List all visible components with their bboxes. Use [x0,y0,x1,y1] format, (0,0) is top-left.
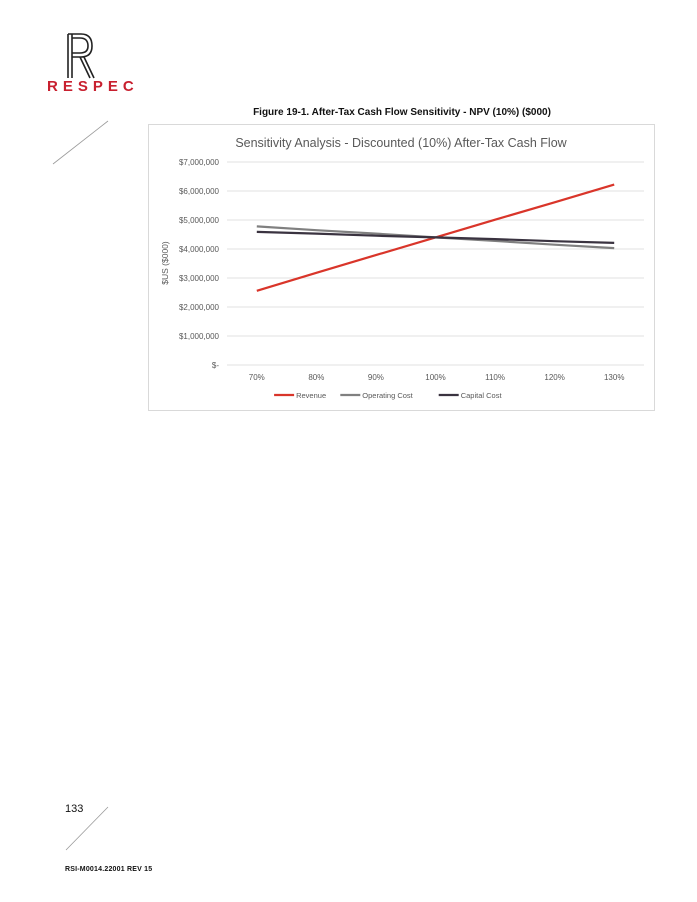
document-code: RSI-M0014.22001 REV 15 [65,866,153,873]
x-tick-label: 70% [248,373,265,382]
y-tick-label: $3,000,000 [178,274,219,283]
y-tick-label: $2,000,000 [178,303,219,312]
x-tick-label: 80% [308,373,325,382]
respec-logo-mark [48,30,118,110]
y-axis-label: $US ($000) [160,241,170,285]
y-tick-label: $- [211,361,219,370]
page-number: 133 [65,803,84,815]
y-tick-label: $5,000,000 [178,216,219,225]
decorative-slash-top [52,120,110,165]
x-tick-label: 130% [603,373,625,382]
line-chart [149,125,654,410]
x-tick-label: 90% [367,373,384,382]
legend-label-revenue: Revenue [296,391,327,400]
legend-label-capital-cost: Capital Cost [460,391,502,400]
chart-title: Sensitivity Analysis - Discounted (10%) After-Tax Cash Flow [235,136,567,150]
respec-logo-wordmark: RESPEC [47,78,139,95]
chart-container [148,124,655,411]
y-tick-label: $6,000,000 [178,187,219,196]
figure-caption: Figure 19-1. After-Tax Cash Flow Sensitivity - NPV (10%) ($000) [253,107,551,118]
x-tick-label: 110% [485,373,506,382]
y-tick-label: $7,000,000 [178,158,219,167]
y-tick-label: $1,000,000 [178,332,219,341]
x-tick-label: 100% [425,373,446,382]
y-tick-label: $4,000,000 [178,245,219,254]
x-tick-label: 120% [544,373,565,382]
legend-label-operating-cost: Operating Cost [362,391,413,400]
series-line-capital-cost [257,232,614,243]
